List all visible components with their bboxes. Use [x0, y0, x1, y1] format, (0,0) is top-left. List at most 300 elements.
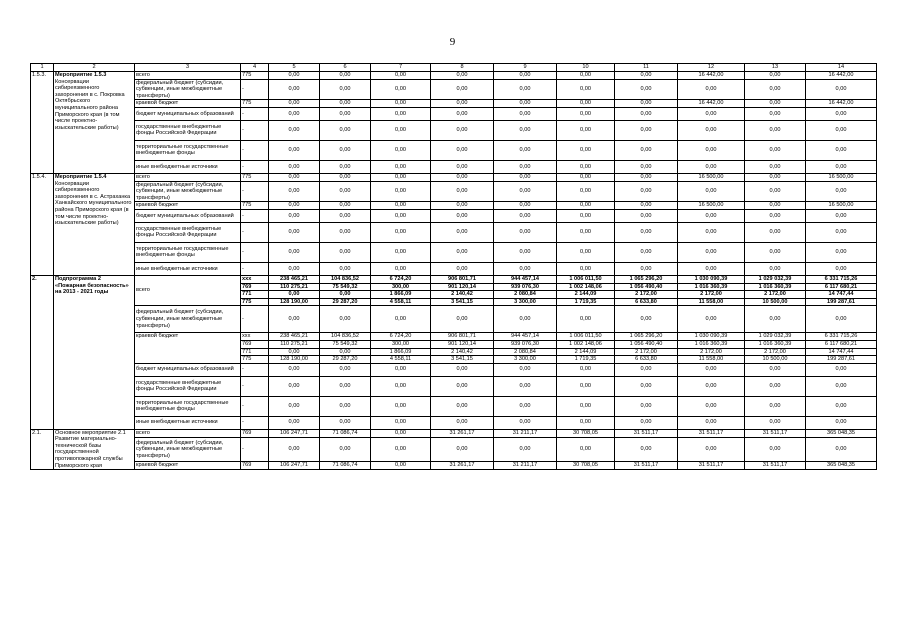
- value-cell: 0,00: [615, 181, 678, 202]
- value-cell: 0,00: [494, 396, 557, 416]
- value-cell: 939 076,30: [494, 340, 557, 348]
- value-cell: 0,00: [745, 363, 806, 376]
- value-cell: 0,00: [745, 209, 806, 222]
- value-cell: 71 086,74: [320, 461, 371, 470]
- value-cell: 0,00: [745, 160, 806, 173]
- value-cell: 16 442,00: [806, 72, 877, 80]
- value-cell: 0,00: [431, 396, 494, 416]
- table-row: [31, 72, 877, 80]
- value-cell: 0,00: [557, 209, 615, 222]
- value-cell: 0,00: [806, 79, 877, 100]
- value-cell: 906 801,71: [431, 333, 494, 341]
- item-number: 2.1.: [31, 429, 54, 470]
- value-cell: 238 465,21: [269, 333, 320, 341]
- value-cell: 0,00: [615, 306, 678, 333]
- value-cell: 6 117 680,21: [806, 283, 877, 291]
- budget-code: -: [241, 79, 269, 100]
- value-cell: 1 029 032,39: [745, 333, 806, 341]
- value-cell: 0,00: [494, 120, 557, 140]
- value-cell: 0,00: [371, 72, 431, 80]
- value-cell: 2 172,00: [745, 348, 806, 356]
- value-cell: 10 500,00: [745, 356, 806, 364]
- table-row: [31, 202, 877, 210]
- value-cell: 1 065 296,20: [615, 275, 678, 283]
- value-cell: 0,00: [678, 262, 745, 275]
- value-cell: 0,00: [371, 363, 431, 376]
- value-cell: 0,00: [494, 306, 557, 333]
- value-cell: 10 500,00: [745, 298, 806, 306]
- funding-source: территориальные государственные внебюджетные фонды: [135, 140, 241, 160]
- value-cell: 1 006 011,50: [557, 275, 615, 283]
- value-cell: 0,00: [557, 262, 615, 275]
- funding-source: федеральный бюджет (субсидии, субвенции, иные межбюджетные трансферты): [135, 181, 241, 202]
- value-cell: 0,00: [371, 461, 431, 470]
- value-cell: 0,00: [745, 173, 806, 181]
- value-cell: 2 140,42: [431, 291, 494, 299]
- funding-source: иные внебюджетные источники: [135, 416, 241, 429]
- value-cell: 0,00: [806, 242, 877, 262]
- value-cell: 0,00: [494, 416, 557, 429]
- column-header: 11: [615, 64, 678, 72]
- funding-source: территориальные государственные внебюджетные фонды: [135, 242, 241, 262]
- value-cell: 0,00: [806, 222, 877, 242]
- value-cell: 0,00: [678, 79, 745, 100]
- value-cell: 300,00: [371, 340, 431, 348]
- value-cell: 0,00: [431, 120, 494, 140]
- value-cell: 31 211,17: [494, 429, 557, 438]
- value-cell: 0,00: [557, 79, 615, 100]
- value-cell: 0,00: [806, 396, 877, 416]
- value-cell: 0,00: [431, 72, 494, 80]
- table-row: [31, 461, 877, 470]
- funding-source: государственные внебюджетные фонды Российской Федерации: [135, 222, 241, 242]
- value-cell: 0,00: [320, 79, 371, 100]
- value-cell: 0,00: [678, 242, 745, 262]
- value-cell: 0,00: [320, 107, 371, 120]
- value-cell: 199 287,61: [806, 298, 877, 306]
- budget-code: -: [241, 222, 269, 242]
- value-cell: 0,00: [269, 306, 320, 333]
- value-cell: 2 172,00: [615, 291, 678, 299]
- item-number: 1.5.4.: [31, 173, 54, 275]
- value-cell: 0,00: [269, 348, 320, 356]
- value-cell: 0,00: [371, 140, 431, 160]
- value-cell: 1 866,09: [371, 291, 431, 299]
- value-cell: 0,00: [678, 306, 745, 333]
- value-cell: 0,00: [371, 222, 431, 242]
- value-cell: 0,00: [431, 242, 494, 262]
- value-cell: 2 144,09: [557, 348, 615, 356]
- value-cell: 0,00: [806, 416, 877, 429]
- value-cell: 31 511,17: [678, 429, 745, 438]
- value-cell: 16 442,00: [806, 100, 877, 108]
- item-title-bold: Мероприятие 1.5.3: [55, 72, 107, 78]
- value-cell: 0,00: [745, 376, 806, 396]
- value-cell: 0,00: [431, 160, 494, 173]
- value-cell: 0,00: [371, 306, 431, 333]
- budget-code: -: [241, 438, 269, 461]
- funding-source: краевой бюджет: [135, 461, 241, 470]
- value-cell: 0,00: [494, 242, 557, 262]
- funding-source: всего: [135, 429, 241, 438]
- column-header: 9: [494, 64, 557, 72]
- value-cell: 0,00: [269, 202, 320, 210]
- column-header: 4: [241, 64, 269, 72]
- funding-source: краевой бюджет: [135, 202, 241, 210]
- budget-code: 775: [241, 356, 269, 364]
- table-row: [31, 275, 877, 283]
- value-cell: 0,00: [678, 160, 745, 173]
- value-cell: 0,00: [431, 306, 494, 333]
- table-row: [31, 140, 877, 160]
- value-cell: 0,00: [371, 181, 431, 202]
- value-cell: 0,00: [269, 262, 320, 275]
- value-cell: 6 633,80: [615, 298, 678, 306]
- value-cell: 11 558,00: [678, 356, 745, 364]
- value-cell: 0,00: [678, 140, 745, 160]
- budget-code: xxx: [241, 333, 269, 341]
- column-header: 1: [31, 64, 54, 72]
- item-title: Основное мероприятие 2.1 Развитие материально-технической базы государственной противопожарной службы Приморского края: [54, 429, 135, 470]
- value-cell: 0,00: [557, 173, 615, 181]
- value-cell: 0,00: [806, 363, 877, 376]
- value-cell: 0,00: [494, 363, 557, 376]
- column-header: 10: [557, 64, 615, 72]
- value-cell: 75 549,32: [320, 283, 371, 291]
- budget-code: 769: [241, 429, 269, 438]
- budget-code: -: [241, 363, 269, 376]
- value-cell: 0,00: [806, 306, 877, 333]
- value-cell: 2 172,00: [678, 348, 745, 356]
- value-cell: 0,00: [745, 140, 806, 160]
- value-cell: 0,00: [615, 209, 678, 222]
- value-cell: 0,00: [806, 376, 877, 396]
- funding-source: иные внебюджетные источники: [135, 262, 241, 275]
- value-cell: 0,00: [320, 160, 371, 173]
- value-cell: 16 442,00: [678, 100, 745, 108]
- value-cell: 1 030 090,39: [678, 333, 745, 341]
- item-title: Подпрограмма 2 «Пожарная безопасность» на 2013 - 2021 годы: [54, 275, 135, 429]
- value-cell: 0,00: [320, 242, 371, 262]
- value-cell: 4 558,11: [371, 298, 431, 306]
- value-cell: 1 016 360,39: [678, 283, 745, 291]
- value-cell: 14 747,44: [806, 348, 877, 356]
- value-cell: 0,00: [320, 173, 371, 181]
- value-cell: 0,00: [431, 376, 494, 396]
- value-cell: 31 511,17: [745, 461, 806, 470]
- value-cell: 1 002 148,06: [557, 340, 615, 348]
- value-cell: 0,00: [745, 120, 806, 140]
- budget-code: 775: [241, 202, 269, 210]
- value-cell: 1 030 090,39: [678, 275, 745, 283]
- value-cell: 31 511,17: [678, 461, 745, 470]
- value-cell: 16 500,00: [806, 173, 877, 181]
- value-cell: 0,00: [557, 242, 615, 262]
- value-cell: 0,00: [678, 416, 745, 429]
- value-cell: 0,00: [494, 79, 557, 100]
- value-cell: 0,00: [615, 416, 678, 429]
- value-cell: 0,00: [557, 363, 615, 376]
- value-cell: 0,00: [615, 202, 678, 210]
- value-cell: 0,00: [557, 120, 615, 140]
- value-cell: 0,00: [745, 202, 806, 210]
- funding-source: государственные внебюджетные фонды Российской Федерации: [135, 120, 241, 140]
- value-cell: 106 247,71: [269, 461, 320, 470]
- budget-code: -: [241, 209, 269, 222]
- value-cell: 0,00: [269, 160, 320, 173]
- table-row: [31, 333, 877, 341]
- value-cell: 75 549,32: [320, 340, 371, 348]
- value-cell: 71 086,74: [320, 429, 371, 438]
- column-header: 8: [431, 64, 494, 72]
- value-cell: 1 065 296,20: [615, 333, 678, 341]
- value-cell: 1 016 360,39: [745, 340, 806, 348]
- funding-source: иные внебюджетные источники: [135, 160, 241, 173]
- value-cell: 238 465,21: [269, 275, 320, 283]
- table-row: [31, 209, 877, 222]
- value-cell: 0,00: [745, 107, 806, 120]
- value-cell: 0,00: [269, 396, 320, 416]
- funding-source: краевой бюджет: [135, 333, 241, 363]
- funding-source: всего: [135, 72, 241, 80]
- value-cell: 0,00: [615, 262, 678, 275]
- value-cell: 0,00: [269, 173, 320, 181]
- value-cell: 1 056 490,40: [615, 340, 678, 348]
- budget-code: xxx: [241, 275, 269, 283]
- value-cell: 0,00: [678, 438, 745, 461]
- value-cell: 0,00: [431, 222, 494, 242]
- value-cell: 0,00: [320, 396, 371, 416]
- funding-source: бюджет муниципальных образований: [135, 209, 241, 222]
- value-cell: 3 541,15: [431, 356, 494, 364]
- value-cell: 0,00: [371, 262, 431, 275]
- value-cell: 110 275,21: [269, 340, 320, 348]
- value-cell: 0,00: [615, 160, 678, 173]
- value-cell: 0,00: [557, 140, 615, 160]
- table-row: [31, 376, 877, 396]
- value-cell: 0,00: [557, 306, 615, 333]
- table-row: [31, 222, 877, 242]
- column-header: 13: [745, 64, 806, 72]
- value-cell: 0,00: [745, 396, 806, 416]
- value-cell: 0,00: [615, 242, 678, 262]
- value-cell: 0,00: [320, 291, 371, 299]
- value-cell: 31 261,17: [431, 461, 494, 470]
- value-cell: 944 457,14: [494, 275, 557, 283]
- value-cell: 0,00: [320, 140, 371, 160]
- value-cell: 0,00: [371, 120, 431, 140]
- value-cell: 0,00: [269, 107, 320, 120]
- budget-code: 775: [241, 72, 269, 80]
- value-cell: 0,00: [431, 181, 494, 202]
- value-cell: 0,00: [431, 209, 494, 222]
- value-cell: 0,00: [269, 222, 320, 242]
- value-cell: 0,00: [615, 438, 678, 461]
- value-cell: 0,00: [678, 209, 745, 222]
- value-cell: 0,00: [371, 160, 431, 173]
- value-cell: 0,00: [269, 376, 320, 396]
- value-cell: 31 511,17: [745, 429, 806, 438]
- budget-code: 769: [241, 340, 269, 348]
- value-cell: 300,00: [371, 283, 431, 291]
- value-cell: 0,00: [494, 107, 557, 120]
- value-cell: 365 048,35: [806, 461, 877, 470]
- funding-source: федеральный бюджет (субсидии, субвенции, иные межбюджетные трансферты): [135, 438, 241, 461]
- table-row: [31, 429, 877, 438]
- value-cell: 0,00: [806, 140, 877, 160]
- column-header: 7: [371, 64, 431, 72]
- table-row: [31, 100, 877, 108]
- table-row: [31, 173, 877, 181]
- value-cell: 0,00: [615, 79, 678, 100]
- value-cell: 0,00: [371, 376, 431, 396]
- item-title-bold: Мероприятие 1.5.4: [55, 173, 107, 180]
- value-cell: 1 016 360,39: [745, 283, 806, 291]
- value-cell: 0,00: [320, 438, 371, 461]
- value-cell: 0,00: [269, 416, 320, 429]
- value-cell: 0,00: [557, 72, 615, 80]
- budget-code: -: [241, 262, 269, 275]
- value-cell: 0,00: [806, 262, 877, 275]
- value-cell: 1 006 011,50: [557, 333, 615, 341]
- value-cell: 0,00: [431, 173, 494, 181]
- value-cell: 16 500,00: [806, 202, 877, 210]
- column-header: 6: [320, 64, 371, 72]
- value-cell: 0,00: [557, 160, 615, 173]
- value-cell: 11 558,00: [678, 298, 745, 306]
- value-cell: 0,00: [806, 438, 877, 461]
- value-cell: 0,00: [745, 416, 806, 429]
- value-cell: 901 120,14: [431, 283, 494, 291]
- value-cell: 2 080,84: [494, 348, 557, 356]
- value-cell: 14 747,44: [806, 291, 877, 299]
- value-cell: 16 442,00: [678, 72, 745, 80]
- table-row: [31, 416, 877, 429]
- budget-code: -: [241, 416, 269, 429]
- budget-code: -: [241, 120, 269, 140]
- value-cell: 0,00: [615, 376, 678, 396]
- value-cell: 0,00: [494, 438, 557, 461]
- item-number: 2.: [31, 275, 54, 429]
- value-cell: 0,00: [615, 396, 678, 416]
- value-cell: 0,00: [320, 181, 371, 202]
- value-cell: 1 016 360,39: [678, 340, 745, 348]
- value-cell: 0,00: [557, 438, 615, 461]
- value-cell: 29 287,20: [320, 298, 371, 306]
- value-cell: 0,00: [494, 202, 557, 210]
- value-cell: 0,00: [806, 120, 877, 140]
- value-cell: 2 172,00: [745, 291, 806, 299]
- value-cell: 0,00: [371, 202, 431, 210]
- value-cell: 2 172,00: [678, 291, 745, 299]
- value-cell: 0,00: [615, 107, 678, 120]
- value-cell: 2 140,42: [431, 348, 494, 356]
- value-cell: 1 002 148,06: [557, 283, 615, 291]
- funding-source: всего: [135, 173, 241, 181]
- value-cell: 3 300,00: [494, 356, 557, 364]
- table-row: [31, 120, 877, 140]
- value-cell: 16 500,00: [678, 202, 745, 210]
- value-cell: 0,00: [557, 107, 615, 120]
- funding-source: государственные внебюджетные фонды Российской Федерации: [135, 376, 241, 396]
- value-cell: 31 511,17: [615, 429, 678, 438]
- value-cell: 0,00: [320, 363, 371, 376]
- funding-source: бюджет муниципальных образований: [135, 363, 241, 376]
- table-row: [31, 262, 877, 275]
- value-cell: 0,00: [269, 242, 320, 262]
- funding-source: всего: [135, 275, 241, 305]
- value-cell: 16 500,00: [678, 173, 745, 181]
- value-cell: 128 190,00: [269, 356, 320, 364]
- value-cell: 0,00: [678, 363, 745, 376]
- value-cell: 1 719,35: [557, 298, 615, 306]
- value-cell: 0,00: [557, 376, 615, 396]
- value-cell: 0,00: [431, 107, 494, 120]
- value-cell: 0,00: [678, 181, 745, 202]
- value-cell: 0,00: [745, 181, 806, 202]
- table-row: [31, 396, 877, 416]
- value-cell: 0,00: [494, 160, 557, 173]
- budget-table: [30, 63, 877, 470]
- value-cell: 1 029 032,39: [745, 275, 806, 283]
- value-cell: 939 076,30: [494, 283, 557, 291]
- value-cell: 0,00: [557, 181, 615, 202]
- value-cell: 106 247,71: [269, 429, 320, 438]
- value-cell: 0,00: [371, 209, 431, 222]
- value-cell: 0,00: [678, 376, 745, 396]
- value-cell: 0,00: [678, 120, 745, 140]
- value-cell: 199 287,61: [806, 356, 877, 364]
- value-cell: 4 558,11: [371, 356, 431, 364]
- budget-code: 769: [241, 461, 269, 470]
- value-cell: 0,00: [320, 416, 371, 429]
- value-cell: 0,00: [806, 209, 877, 222]
- funding-source: федеральный бюджет (субсидии, субвенции, иные межбюджетные трансферты): [135, 306, 241, 333]
- table-row: [31, 160, 877, 173]
- table-row: [31, 363, 877, 376]
- value-cell: 0,00: [557, 396, 615, 416]
- value-cell: 1 719,35: [557, 356, 615, 364]
- value-cell: 2 144,09: [557, 291, 615, 299]
- value-cell: 0,00: [431, 363, 494, 376]
- value-cell: 944 457,14: [494, 333, 557, 341]
- value-cell: 29 287,20: [320, 356, 371, 364]
- value-cell: 0,00: [269, 140, 320, 160]
- value-cell: 0,00: [806, 160, 877, 173]
- value-cell: 0,00: [745, 306, 806, 333]
- budget-code: 771: [241, 291, 269, 299]
- value-cell: 0,00: [494, 100, 557, 108]
- value-cell: 0,00: [269, 72, 320, 80]
- column-header: 14: [806, 64, 877, 72]
- value-cell: 0,00: [371, 100, 431, 108]
- value-cell: 0,00: [269, 438, 320, 461]
- value-cell: 906 801,71: [431, 275, 494, 283]
- value-cell: 0,00: [494, 72, 557, 80]
- value-cell: 31 511,17: [615, 461, 678, 470]
- value-cell: 3 300,00: [494, 298, 557, 306]
- value-cell: 0,00: [431, 100, 494, 108]
- value-cell: 0,00: [371, 416, 431, 429]
- value-cell: 0,00: [320, 209, 371, 222]
- value-cell: 0,00: [431, 79, 494, 100]
- value-cell: 0,00: [320, 348, 371, 356]
- value-cell: 0,00: [806, 181, 877, 202]
- item-title: Мероприятие 1.5.4 Консервации сибиреязвенного захоронения в с. Астраханка Ханкайского муниципального района Приморского края (в том числе проектно-изыскательские работы): [54, 173, 135, 275]
- value-cell: 0,00: [806, 107, 877, 120]
- value-cell: 1 866,09: [371, 348, 431, 356]
- value-cell: 0,00: [745, 72, 806, 80]
